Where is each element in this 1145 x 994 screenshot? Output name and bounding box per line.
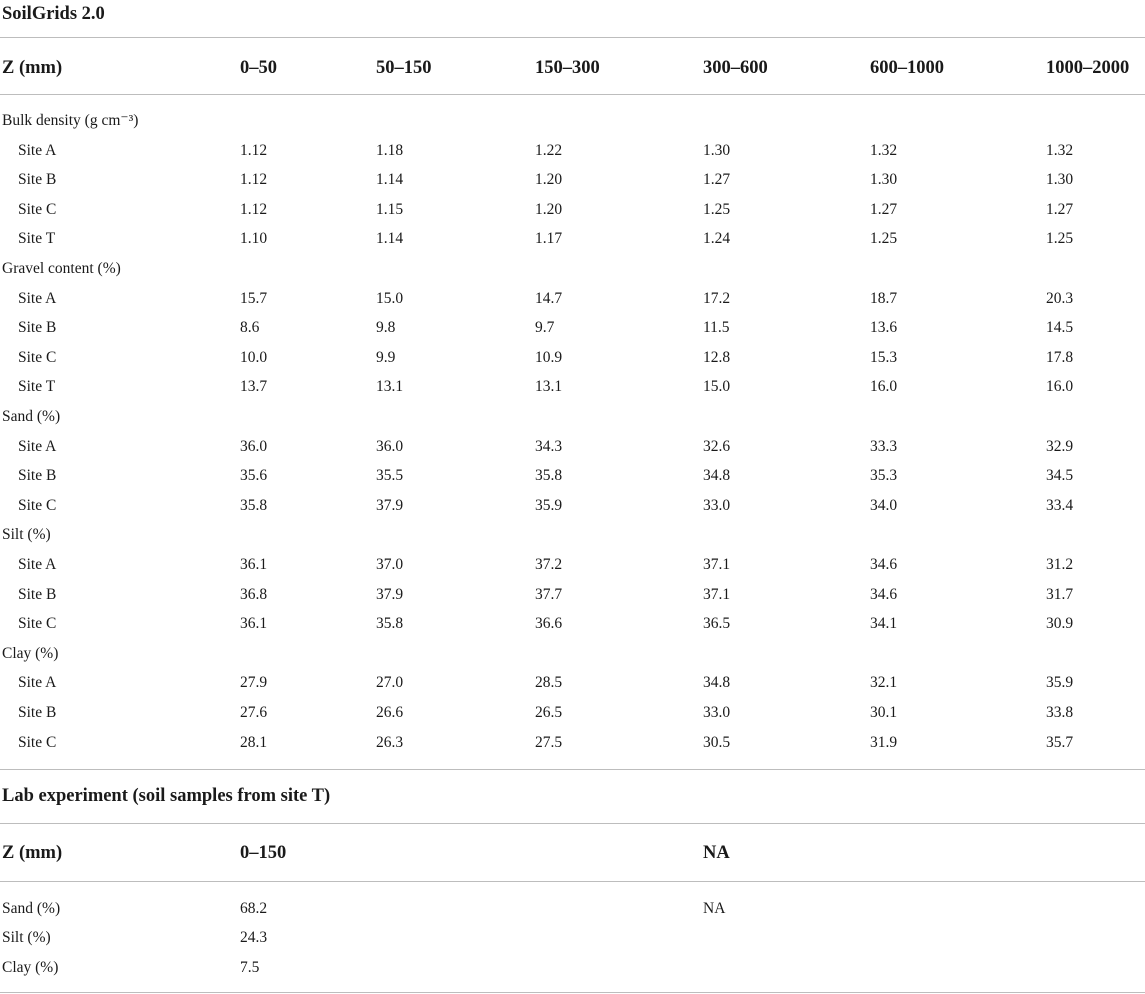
cell: 13.7 bbox=[240, 378, 268, 395]
table-row bbox=[0, 438, 1145, 460]
cell: 68.2 bbox=[240, 900, 268, 917]
divider bbox=[0, 769, 1145, 770]
cell: 1.20 bbox=[535, 201, 563, 218]
cell: 1.25 bbox=[870, 230, 898, 247]
cell: 37.9 bbox=[376, 497, 404, 514]
cell: 37.1 bbox=[703, 586, 731, 603]
table-row bbox=[0, 319, 1145, 341]
table-row bbox=[0, 734, 1145, 756]
cell: 12.8 bbox=[703, 349, 731, 366]
header-col-4: 300–600 bbox=[703, 58, 768, 78]
cell: 15.7 bbox=[240, 290, 268, 307]
table-row bbox=[0, 142, 1145, 164]
cell: 1.27 bbox=[870, 201, 898, 218]
cell: 30.5 bbox=[703, 734, 731, 751]
row-site-label: Site A bbox=[18, 142, 57, 159]
cell: 17.8 bbox=[1046, 349, 1074, 366]
cell: 1.32 bbox=[1046, 142, 1074, 159]
cell: 31.7 bbox=[1046, 586, 1074, 603]
cell: 37.0 bbox=[376, 556, 404, 573]
cell: 26.5 bbox=[535, 704, 563, 721]
lab-header-col-2: NA bbox=[703, 843, 730, 863]
row-site-label: Site A bbox=[18, 290, 57, 307]
cell: 35.3 bbox=[870, 467, 898, 484]
table-row bbox=[0, 900, 1145, 922]
cell: 36.0 bbox=[376, 438, 404, 455]
divider bbox=[0, 823, 1145, 824]
cell: 33.8 bbox=[1046, 704, 1074, 721]
cell: 34.3 bbox=[535, 438, 563, 455]
cell: 34.6 bbox=[870, 556, 898, 573]
cell: 1.18 bbox=[376, 142, 404, 159]
cell: 1.30 bbox=[703, 142, 731, 159]
cell: 18.7 bbox=[870, 290, 898, 307]
lab-header-depth: Z (mm) bbox=[2, 843, 63, 863]
cell: 1.27 bbox=[1046, 201, 1074, 218]
cell: 16.0 bbox=[1046, 378, 1074, 395]
cell: 1.12 bbox=[240, 171, 268, 188]
cell: 36.6 bbox=[535, 615, 563, 632]
cell: 15.0 bbox=[703, 378, 731, 395]
cell: 20.3 bbox=[1046, 290, 1074, 307]
cell: 1.20 bbox=[535, 171, 563, 188]
row-site-label: Site C bbox=[18, 734, 57, 751]
cell: 16.0 bbox=[870, 378, 898, 395]
cell: 31.2 bbox=[1046, 556, 1074, 573]
row-site-label: Site C bbox=[18, 497, 57, 514]
row-site-label: Site B bbox=[18, 586, 57, 603]
cell: 27.5 bbox=[535, 734, 563, 751]
cell: 1.25 bbox=[703, 201, 731, 218]
cell: 14.5 bbox=[1046, 319, 1074, 336]
cell: 10.0 bbox=[240, 349, 268, 366]
row-site-label: Site B bbox=[18, 319, 57, 336]
group-label: Silt (%) bbox=[2, 526, 51, 543]
cell: 13.1 bbox=[535, 378, 563, 395]
cell: 1.14 bbox=[376, 230, 404, 247]
cell: 10.9 bbox=[535, 349, 563, 366]
cell: 34.5 bbox=[1046, 467, 1074, 484]
table-row bbox=[0, 674, 1145, 696]
row-site-label: Site C bbox=[18, 201, 57, 218]
divider bbox=[0, 881, 1145, 882]
group-label: Clay (%) bbox=[2, 645, 59, 662]
table-row bbox=[0, 556, 1145, 578]
cell: 36.8 bbox=[240, 586, 268, 603]
cell: 1.27 bbox=[703, 171, 731, 188]
cell: 32.6 bbox=[703, 438, 731, 455]
table-row bbox=[0, 378, 1145, 400]
cell: 1.22 bbox=[535, 142, 563, 159]
cell: 9.7 bbox=[535, 319, 555, 336]
cell: 35.9 bbox=[1046, 674, 1074, 691]
cell: 13.1 bbox=[376, 378, 404, 395]
table-row bbox=[0, 615, 1145, 637]
row-site-label: Site B bbox=[18, 171, 57, 188]
cell: 24.3 bbox=[240, 929, 268, 946]
cell: 33.0 bbox=[703, 704, 731, 721]
cell: 32.9 bbox=[1046, 438, 1074, 455]
section-title-lab: Lab experiment (soil samples from site T) bbox=[2, 786, 331, 806]
table-row bbox=[0, 290, 1145, 312]
cell: NA bbox=[703, 900, 726, 917]
cell: 31.9 bbox=[870, 734, 898, 751]
cell: 30.9 bbox=[1046, 615, 1074, 632]
row-site-label: Site C bbox=[18, 615, 57, 632]
header-col-1: 0–50 bbox=[240, 58, 277, 78]
cell: 34.1 bbox=[870, 615, 898, 632]
row-site-label: Site A bbox=[18, 438, 57, 455]
header-depth: Z (mm) bbox=[2, 58, 63, 78]
row-site-label: Site C bbox=[18, 349, 57, 366]
table-row bbox=[0, 929, 1145, 951]
row-label: Silt (%) bbox=[2, 929, 51, 946]
group-label: Gravel content (%) bbox=[2, 260, 121, 277]
cell: 1.14 bbox=[376, 171, 404, 188]
cell: 36.5 bbox=[703, 615, 731, 632]
header-col-6: 1000–2000 bbox=[1046, 58, 1130, 78]
table-row bbox=[0, 497, 1145, 519]
cell: 9.8 bbox=[376, 319, 396, 336]
cell: 1.30 bbox=[1046, 171, 1074, 188]
cell: 30.1 bbox=[870, 704, 898, 721]
cell: 33.0 bbox=[703, 497, 731, 514]
cell: 35.8 bbox=[240, 497, 268, 514]
cell: 27.9 bbox=[240, 674, 268, 691]
cell: 1.32 bbox=[870, 142, 898, 159]
cell: 14.7 bbox=[535, 290, 563, 307]
cell: 8.6 bbox=[240, 319, 260, 336]
group-label: Sand (%) bbox=[2, 408, 61, 425]
cell: 15.3 bbox=[870, 349, 898, 366]
cell: 37.9 bbox=[376, 586, 404, 603]
table-row bbox=[0, 230, 1145, 252]
cell: 35.7 bbox=[1046, 734, 1074, 751]
lab-header-col-1: 0–150 bbox=[240, 843, 287, 863]
cell: 1.24 bbox=[703, 230, 731, 247]
cell: 9.9 bbox=[376, 349, 396, 366]
cell: 15.0 bbox=[376, 290, 404, 307]
row-site-label: Site B bbox=[18, 704, 57, 721]
cell: 27.6 bbox=[240, 704, 268, 721]
row-site-label: Site T bbox=[18, 378, 56, 395]
cell: 36.0 bbox=[240, 438, 268, 455]
cell: 28.1 bbox=[240, 734, 268, 751]
table-row bbox=[0, 704, 1145, 726]
cell: 27.0 bbox=[376, 674, 404, 691]
section-title-soilgrids: SoilGrids 2.0 bbox=[2, 4, 105, 24]
table-row bbox=[0, 586, 1145, 608]
row-site-label: Site A bbox=[18, 556, 57, 573]
cell: 17.2 bbox=[703, 290, 731, 307]
divider bbox=[0, 992, 1145, 993]
cell: 1.30 bbox=[870, 171, 898, 188]
cell: 34.6 bbox=[870, 586, 898, 603]
row-label: Sand (%) bbox=[2, 900, 61, 917]
cell: 35.8 bbox=[376, 615, 404, 632]
cell: 28.5 bbox=[535, 674, 563, 691]
table-row bbox=[0, 959, 1145, 981]
cell: 35.6 bbox=[240, 467, 268, 484]
header-col-2: 50–150 bbox=[376, 58, 432, 78]
cell: 1.25 bbox=[1046, 230, 1074, 247]
cell: 35.9 bbox=[535, 497, 563, 514]
table-row bbox=[0, 201, 1145, 223]
cell: 36.1 bbox=[240, 556, 268, 573]
cell: 26.6 bbox=[376, 704, 404, 721]
cell: 37.7 bbox=[535, 586, 563, 603]
cell: 1.15 bbox=[376, 201, 404, 218]
divider bbox=[0, 94, 1145, 95]
cell: 34.8 bbox=[703, 674, 731, 691]
group-label: Bulk density (g cm⁻³) bbox=[2, 112, 139, 129]
cell: 33.3 bbox=[870, 438, 898, 455]
header-col-3: 150–300 bbox=[535, 58, 600, 78]
cell: 1.17 bbox=[535, 230, 563, 247]
cell: 1.10 bbox=[240, 230, 268, 247]
cell: 37.1 bbox=[703, 556, 731, 573]
cell: 34.8 bbox=[703, 467, 731, 484]
cell: 1.12 bbox=[240, 201, 268, 218]
cell: 35.5 bbox=[376, 467, 404, 484]
divider bbox=[0, 37, 1145, 38]
row-site-label: Site B bbox=[18, 467, 57, 484]
cell: 26.3 bbox=[376, 734, 404, 751]
cell: 1.12 bbox=[240, 142, 268, 159]
table-row bbox=[0, 349, 1145, 371]
row-site-label: Site T bbox=[18, 230, 56, 247]
cell: 33.4 bbox=[1046, 497, 1074, 514]
cell: 35.8 bbox=[535, 467, 563, 484]
cell: 34.0 bbox=[870, 497, 898, 514]
table-row bbox=[0, 171, 1145, 193]
header-col-5: 600–1000 bbox=[870, 58, 944, 78]
cell: 13.6 bbox=[870, 319, 898, 336]
cell: 36.1 bbox=[240, 615, 268, 632]
cell: 11.5 bbox=[703, 319, 730, 336]
cell: 32.1 bbox=[870, 674, 898, 691]
table-row bbox=[0, 467, 1145, 489]
cell: 37.2 bbox=[535, 556, 563, 573]
cell: 7.5 bbox=[240, 959, 260, 976]
row-site-label: Site A bbox=[18, 674, 57, 691]
row-label: Clay (%) bbox=[2, 959, 59, 976]
